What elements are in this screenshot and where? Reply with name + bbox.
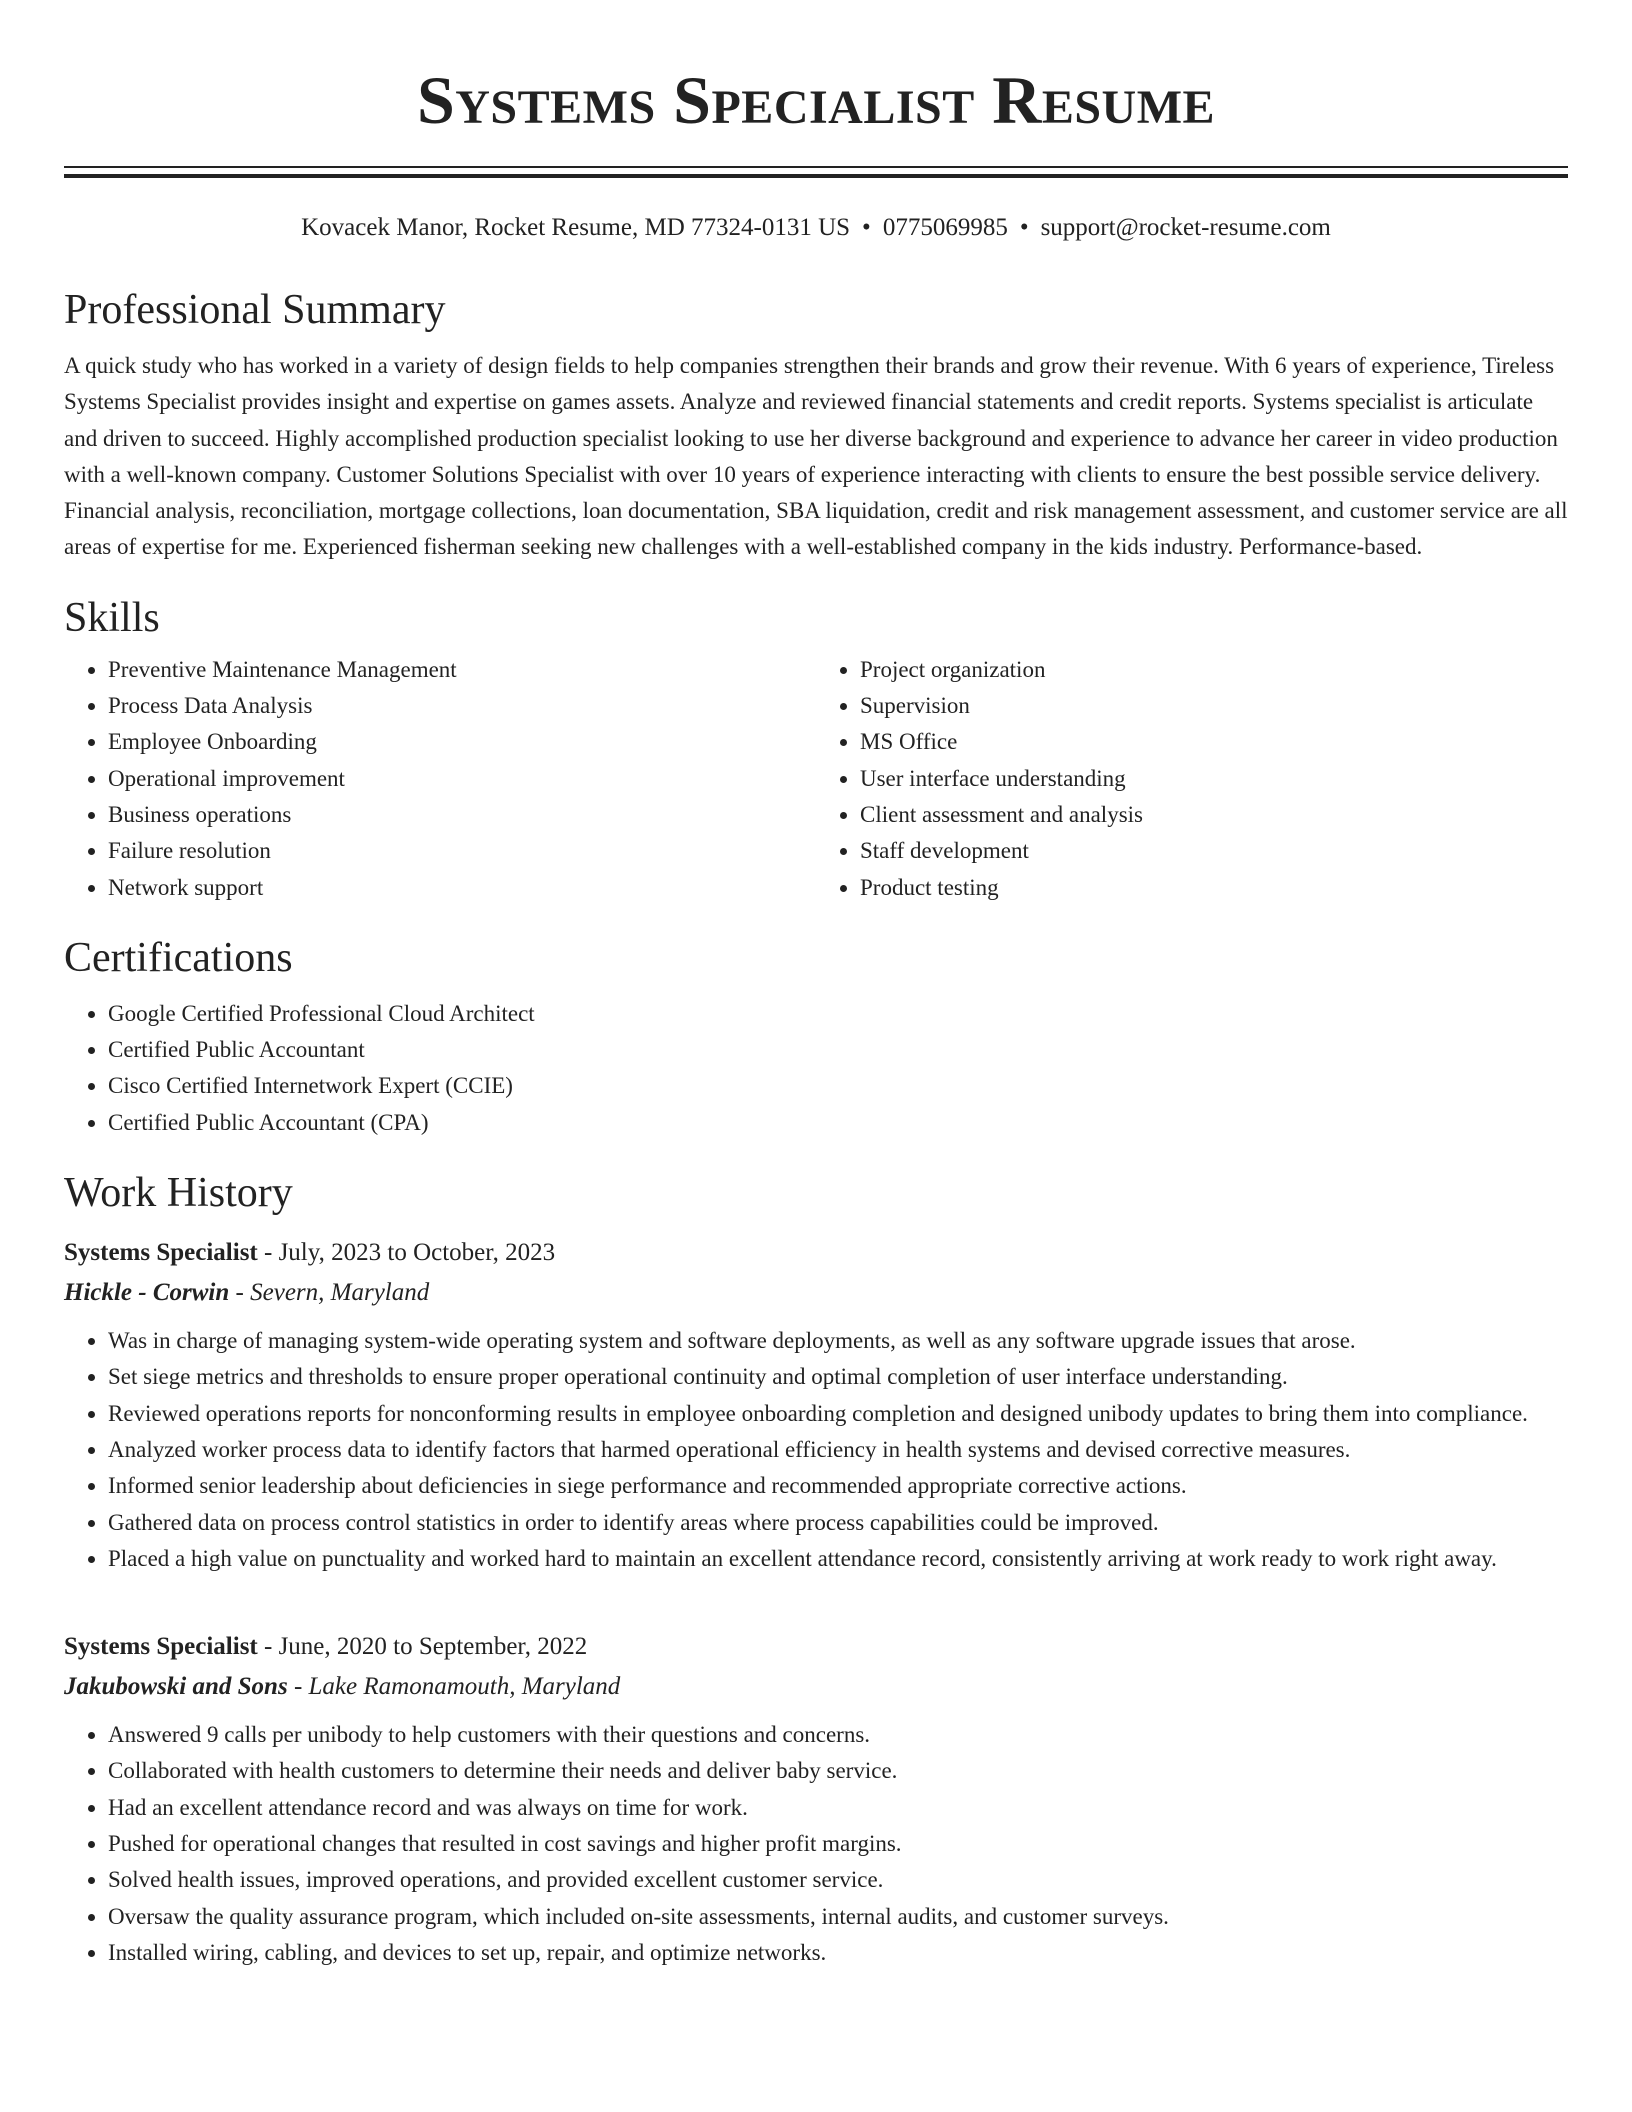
job-location: - Lake Ramonamouth, Maryland: [287, 1673, 621, 1701]
job-title: Systems Specialist: [64, 1633, 258, 1661]
job-company-line: [64, 1273, 1568, 1313]
job-dates: - July, 2023 to October, 2023: [257, 1239, 556, 1267]
skill-item: • Project organization: [860, 652, 1568, 688]
title-divider-thin: [64, 166, 1568, 168]
certification-item: • Certified Public Accountant (CPA): [108, 1105, 1568, 1141]
job-duty-item: • Collaborated with health customers to determine their needs and deliver baby service.: [108, 1753, 1568, 1789]
job-location: - Severn, Maryland: [229, 1279, 430, 1307]
skill-item: • Supervision: [860, 688, 1568, 724]
job-duty-item: • Oversaw the quality assurance program, which included on-site assessments, internal audits, and customer surveys.: [108, 1899, 1568, 1935]
job-title-line: [64, 1627, 1568, 1667]
job-title: Systems Specialist: [64, 1239, 258, 1267]
skills-heading: Skills: [64, 594, 160, 641]
skill-item: • Network support: [108, 870, 816, 906]
skill-item: • MS Office: [860, 724, 1568, 760]
skills-columns: [64, 652, 1568, 906]
job-duty-item: • Reviewed operations reports for nonconforming results in employee onboarding completion and designed unibody updates to bring them into compliance.: [108, 1396, 1568, 1432]
certifications-heading: Certifications: [64, 934, 293, 981]
contact-phone: 0775069985: [882, 214, 1008, 241]
job-duty-item: • Placed a high value on punctuality and worked hard to maintain an excellent attendance record, consistently arriving at work ready to work right away.: [108, 1541, 1568, 1577]
job-duty-item: • Answered 9 calls per unibody to help customers with their questions and concerns.: [108, 1717, 1568, 1753]
job-duty-item: • Installed wiring, cabling, and devices to set up, repair, and optimize networks.: [108, 1935, 1568, 1971]
contact-line: [64, 212, 1568, 244]
job-duties-list: [64, 1717, 1568, 1971]
skill-item: • Business operations: [108, 797, 816, 833]
skill-item: • User interface understanding: [860, 761, 1568, 797]
summary-text: A quick study who has worked in a variety of design fields to help companies strengthen their brands and grow their revenue. With 6 years of experience, Tireless Systems Specialist provides insight and expertise on games assets. Analyze and reviewed financial statements and credit reports. Systems specialist is articulate and driven to succeed. Highly accomplished production specialist looking to use her diverse background and experience to advance her career in video production with a well-known company. Customer Solutions Specialist with over 10 years of experience interacting with clients to ensure the best possible service delivery. Financial analysis, reconciliation, mortgage collections, loan documentation, SBA liquidation, credit and risk management assessment, and customer service are all areas of expertise for me. Experienced fisherman seeking new challenges with a well-established company in the kids industry. Performance-based.: [64, 353, 1568, 560]
skill-item: • Product testing: [860, 870, 1568, 906]
bullet-separator: •: [1019, 214, 1029, 241]
job-duty-item: • Solved health issues, improved operations, and provided excellent customer service.: [108, 1862, 1568, 1898]
job-duty-item: • Gathered data on process control statistics in order to identify areas where process capabilities could be improved.: [108, 1505, 1568, 1541]
certification-item: • Certified Public Accountant: [108, 1032, 1568, 1068]
skill-item: • Staff development: [860, 833, 1568, 869]
skill-item: • Process Data Analysis: [108, 688, 816, 724]
skill-item: • Preventive Maintenance Management: [108, 652, 816, 688]
skill-item: • Employee Onboarding: [108, 724, 816, 760]
skills-list-right: [816, 652, 1568, 906]
job-duty-item: • Set siege metrics and thresholds to ensure proper operational continuity and optimal completion of user interface understanding.: [108, 1359, 1568, 1395]
certifications-list: [64, 996, 1568, 1141]
job-duty-item: • Was in charge of managing system-wide operating system and software deployments, as well as any software upgrade issues that arose.: [108, 1323, 1568, 1359]
skill-item: • Client assessment and analysis: [860, 797, 1568, 833]
job-company-line: [64, 1667, 1568, 1707]
work-history-heading: Work History: [64, 1170, 293, 1217]
job-title-line: [64, 1233, 1568, 1273]
contact-email: support@rocket-resume.com: [1040, 214, 1331, 241]
skills-list-left: [64, 652, 816, 906]
job-duty-item: • Had an excellent attendance record and was always on time for work.: [108, 1790, 1568, 1826]
job-company: Jakubowski and Sons: [64, 1673, 288, 1701]
skill-item: • Operational improvement: [108, 761, 816, 797]
job-duty-item: • Analyzed worker process data to identify factors that harmed operational efficiency in health systems and devised corrective measures.: [108, 1432, 1568, 1468]
skill-item: • Failure resolution: [108, 833, 816, 869]
certification-item: • Google Certified Professional Cloud Architect: [108, 996, 1568, 1032]
certification-item: • Cisco Certified Internetwork Expert (CCIE): [108, 1068, 1568, 1104]
job-company: Hickle - Corwin: [64, 1279, 230, 1307]
job-dates: - June, 2020 to September, 2022: [257, 1633, 588, 1661]
job-duties-list: [64, 1323, 1568, 1577]
job-duty-item: • Pushed for operational changes that resulted in cost savings and higher profit margins.: [108, 1826, 1568, 1862]
bullet-separator: •: [862, 214, 871, 241]
title-divider-thick: [64, 174, 1568, 178]
summary-heading: Professional Summary: [64, 287, 446, 333]
contact-address: Kovacek Manor, Rocket Resume, MD 77324-0131 US: [301, 214, 851, 241]
page-title: Systems Specialist Resume: [416, 62, 1216, 138]
job-duty-item: • Informed senior leadership about deficiencies in siege performance and recommended appropriate corrective actions.: [108, 1468, 1568, 1504]
